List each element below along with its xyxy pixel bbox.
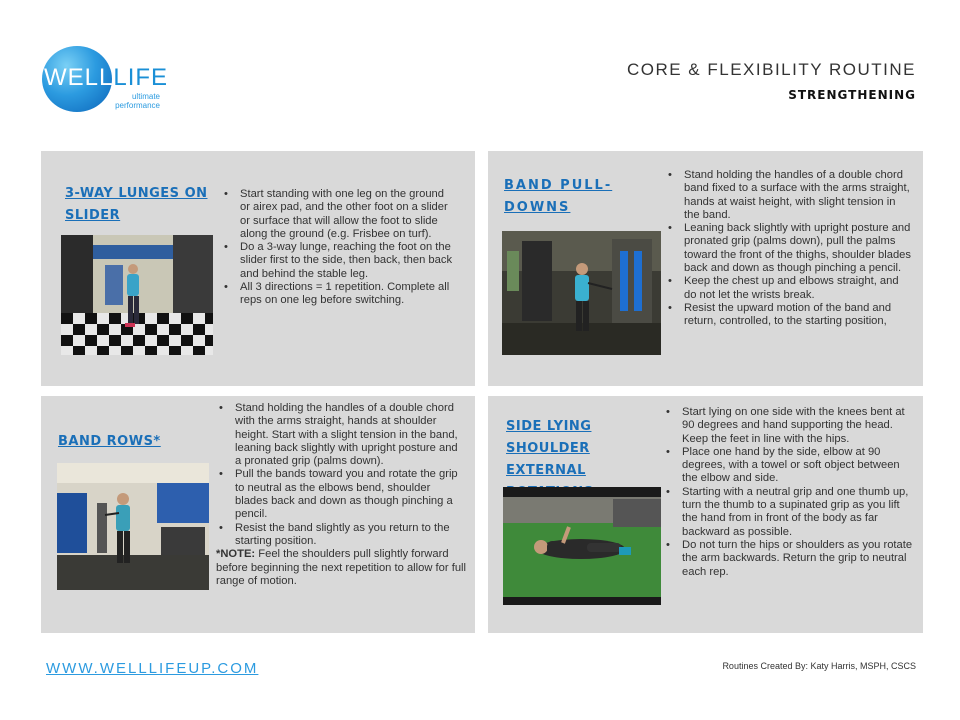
exercise-title-line: BAND ROWS*	[58, 434, 161, 449]
step-item: • Do not turn the hips or shoulders as you rotate the arm backwards. Return the grip to neutral each rep.	[663, 539, 913, 579]
note-label: *NOTE:	[216, 548, 256, 561]
step-item: • Place one hand by the side, elbow at 90 degrees, with a towel or soft object between the elbow and side.	[663, 446, 913, 486]
exercise-steps	[216, 402, 466, 548]
logo-tagline	[112, 92, 160, 110]
routine-credit: Routines Created By: Katy Harris, MSPH, CSCS	[722, 661, 916, 671]
step-item: • Resist the band slightly as you return to the starting position.	[216, 522, 466, 549]
step-item: • Stand holding the handles of a double chord band fixed to a surface with the arms straight, hands at waist height, with slight tension in the band.	[665, 169, 911, 222]
exercise-text-block	[216, 402, 466, 588]
exercise-title-line: SIDE LYING	[506, 419, 592, 434]
step-item: • Stand holding the handles of a double chord with the arms straight, hands at shoulder height. Start with a slight tension in the band, leaning back slightly with upright posture and a pronated grip (palms down).	[216, 402, 466, 468]
welllife-logo	[38, 46, 168, 116]
band-row-photo	[57, 463, 209, 590]
logo-wordmark	[44, 64, 168, 92]
exercise-steps	[665, 169, 911, 329]
logo-tagline-line-2: performance	[115, 101, 160, 110]
exercise-note	[216, 548, 466, 588]
side-lying-rotation-photo	[503, 487, 661, 605]
step-item: • Start standing with one leg on the ground or airex pad, and the other foot on a slider or surface that will allow the foot to slide along the ground (e.g. Frisbee on turf).	[221, 188, 457, 241]
routine-subtitle: STRENGTHENING	[788, 88, 916, 102]
band-pulldown-photo	[502, 231, 661, 355]
lunge-photo	[61, 235, 213, 355]
website-link[interactable]: WWW.WELLLIFEUP.COM	[46, 660, 259, 677]
step-item: • Resist the upward motion of the band and return, controlled, to the starting position,	[665, 302, 911, 329]
exercise-title-line: SLIDER	[65, 208, 121, 223]
exercise-title[interactable]	[65, 183, 210, 227]
step-item: • Do a 3-way lunge, reaching the foot on the slider first to the side, then back, then back and behind the stable leg.	[221, 241, 457, 281]
step-item: • Pull the bands toward you and rotate the grip to neutral as the elbows bend, shoulder blades back and down as though pinching a pencil.	[216, 468, 466, 521]
logo-tagline-line-1: ultimate	[131, 92, 160, 101]
step-item: • All 3 directions = 1 repetition. Complete all reps on one leg before switching.	[221, 281, 457, 308]
step-item: • Keep the chest up and elbows straight, and do not let the wrists break.	[665, 275, 911, 302]
exercise-panel-pulldowns	[488, 151, 923, 386]
exercise-title-line: BAND PULL-	[504, 178, 613, 193]
exercise-title[interactable]	[58, 431, 178, 453]
logo-word-well: WELL	[44, 64, 114, 91]
exercise-title[interactable]	[504, 175, 624, 219]
exercise-title-line: SHOULDER EXTERNAL	[506, 441, 590, 478]
step-item: • Starting with a neutral grip and one thumb up, turn the thumb to a supinated grip as you lift the hand from in front of the body as far backward as possible.	[663, 486, 913, 539]
exercise-steps	[221, 188, 457, 308]
exercise-steps	[663, 406, 913, 579]
exercise-title-line: 3-WAY LUNGES ON	[65, 186, 208, 201]
exercise-panel-band-rows	[41, 396, 475, 633]
exercise-panel-side-lying	[488, 396, 923, 633]
step-item: • Leaning back slightly with upright posture and pronated grip (palms down), pull the palms toward the front of the thighs, shoulder blades back and down as though pinching a pencil.	[665, 222, 911, 275]
exercise-panel-lunges	[41, 151, 475, 386]
step-item: • Start lying on one side with the knees bent at 90 degrees and hand supporting the head. Keep the feet in line with the hips.	[663, 406, 913, 446]
logo-word-life: LIFE	[113, 64, 169, 91]
note-text: Feel the shoulders pull slightly forward before beginning the next repetition to allow for full range of motion.	[216, 548, 467, 587]
exercise-title-line: DOWNS	[504, 200, 571, 215]
routine-title: CORE & FLEXIBILITY ROUTINE	[626, 60, 916, 79]
